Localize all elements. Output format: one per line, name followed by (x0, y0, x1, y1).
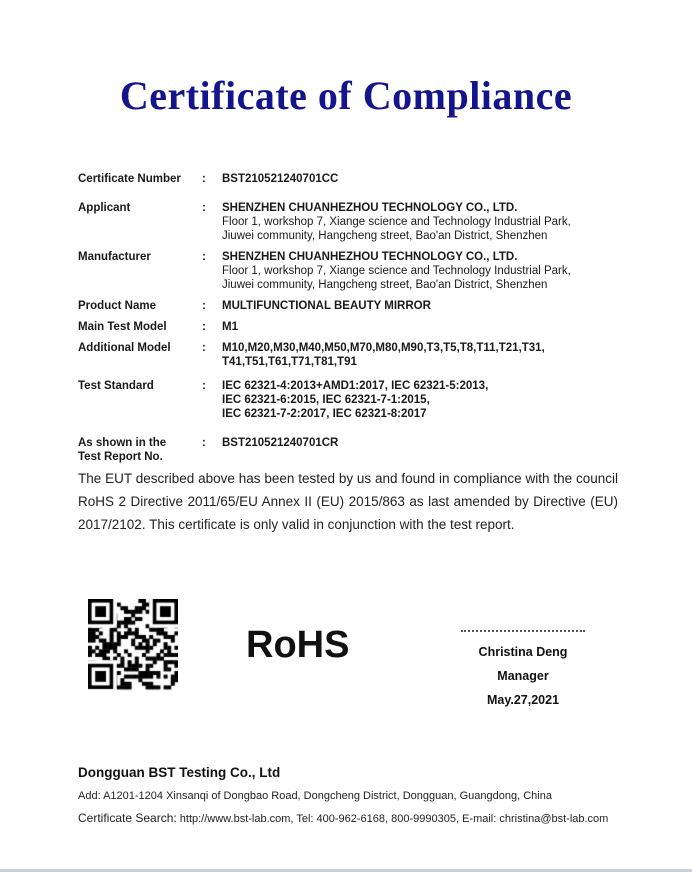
manufacturer-address-line2: Jiuwei community, Hangcheng street, Bao'an District, Shenzhen (222, 279, 548, 291)
applicant-address-line2: Jiuwei community, Hangcheng street, Bao'an District, Shenzhen (222, 230, 548, 242)
additional-model-line1: M10,M20,M30,M40,M50,M70,M80,M90,T3,T5,T8,T11,T21,T31, (222, 342, 545, 354)
field-colon: : (202, 437, 206, 449)
field-main-test-model (78, 320, 618, 334)
test-report-label-line2: Test Report No. (78, 451, 163, 463)
signer-title: Manager (497, 669, 549, 683)
field-label: Manufacturer (78, 251, 151, 263)
compliance-statement: The EUT described above has been tested by us and found in compliance with the council RoHS 2 Directive 2011/65/EU Annex II (EU) 2015/863 as last amended by Directive (EU) 2017/2102. This certificate is only valid in conjunction with the test report. (78, 471, 618, 532)
field-colon: : (202, 380, 206, 392)
product-name-value: MULTIFUNCTIONAL BEAUTY MIRROR (222, 300, 431, 312)
field-certificate-number (78, 172, 618, 186)
footer-address: Add: A1201-1204 Xinsanqi of Dongbao Road, Dongcheng District, Dongguan, Guangdong, China (78, 790, 552, 802)
certificate-title: Certificate of Compliance (119, 73, 573, 118)
manufacturer-address-line1: Floor 1, workshop 7, Xiange science and Technology Industrial Park, (222, 265, 571, 277)
field-label: Product Name (78, 300, 156, 312)
field-product-name (78, 299, 618, 313)
manufacturer-name: SHENZHEN CHUANHEZHOU TECHNOLOGY CO., LTD. (222, 251, 518, 263)
field-colon: : (202, 202, 206, 214)
signature-dotted-line (461, 630, 585, 632)
field-colon: : (202, 300, 206, 312)
field-colon: : (202, 342, 206, 354)
test-report-label-line1: As shown in the (78, 437, 167, 449)
certificate-search-value: http://www.bst-lab.com, Tel: 400-962-6168, 800-9990305, E-mail: christina@bst-lab.com (176, 813, 609, 825)
main-test-model-value: M1 (222, 321, 238, 333)
signer-name: Christina Deng (478, 645, 568, 659)
field-test-report-number (78, 436, 618, 464)
test-standard-line3: IEC 62321-7-2:2017, IEC 62321-8:2017 (222, 408, 427, 420)
test-standard-line2: IEC 62321-6:2015, IEC 62321-7-1:2015, (222, 394, 430, 406)
footer-company-name: Dongguan BST Testing Co., Ltd (78, 765, 281, 780)
certificate-fields (78, 172, 618, 471)
field-manufacturer (78, 250, 618, 292)
applicant-address-line1: Floor 1, workshop 7, Xiange science and Technology Industrial Park, (222, 216, 571, 228)
field-colon: : (202, 321, 206, 333)
field-colon: : (202, 251, 206, 263)
applicant-name: SHENZHEN CHUANHEZHOU TECHNOLOGY CO., LTD. (222, 202, 518, 214)
field-label: Test Standard (78, 380, 154, 392)
field-label: Certificate Number (78, 173, 181, 185)
signature-block (428, 630, 618, 712)
rohs-logo: RoHS (246, 624, 350, 666)
field-label: Additional Model (78, 342, 171, 354)
test-report-number-value: BST210521240701CR (222, 437, 339, 449)
footer (78, 765, 638, 825)
qr-code-icon (88, 599, 178, 691)
field-applicant (78, 201, 618, 243)
field-test-standard (78, 379, 618, 421)
certificate-search-label: Certificate Search: (78, 811, 177, 825)
field-label: Applicant (78, 202, 131, 214)
additional-model-line2: T41,T51,T61,T71,T81,T91 (222, 356, 357, 368)
signature-date: May.27,2021 (486, 693, 560, 707)
certificate-number-value: BST210521240701CC (222, 173, 339, 185)
field-additional-model (78, 341, 618, 369)
test-standard-line1: IEC 62321-4:2013+AMD1:2017, IEC 62321-5:2013, (222, 380, 489, 392)
field-label: Main Test Model (78, 321, 167, 333)
footer-certificate-search (78, 811, 638, 825)
field-colon: : (202, 173, 206, 185)
